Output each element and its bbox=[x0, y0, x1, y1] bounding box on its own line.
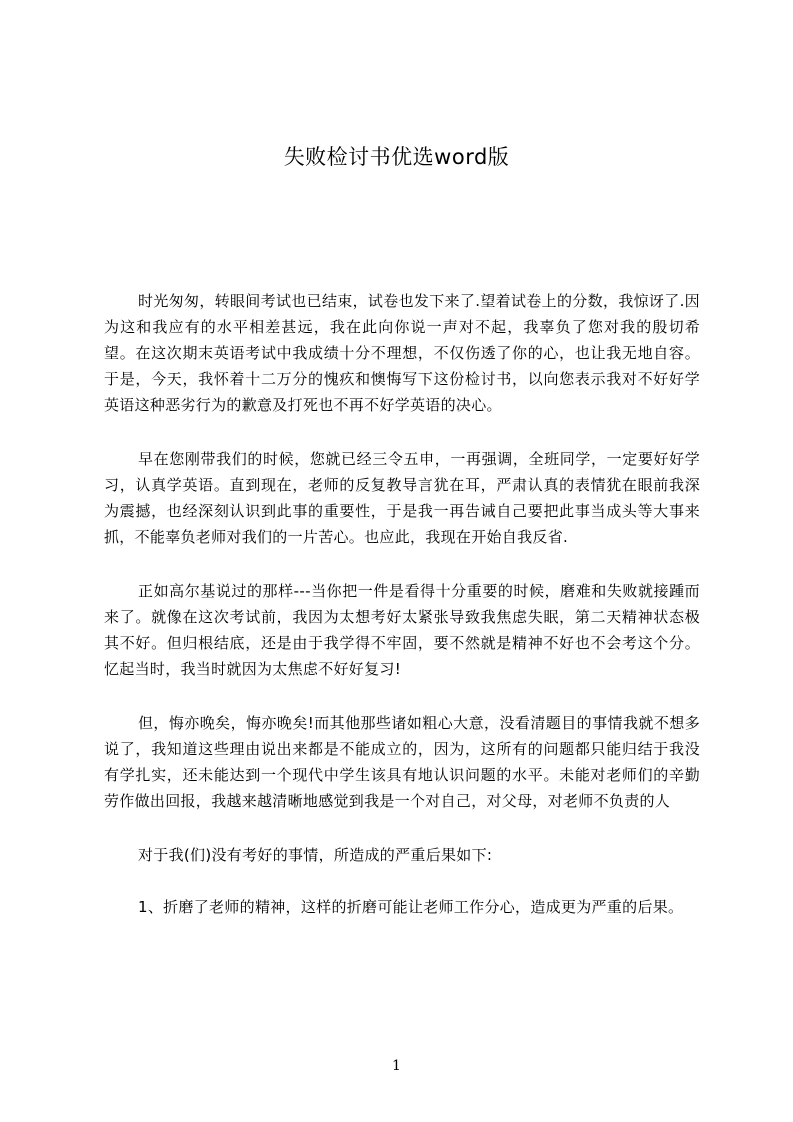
page-number: 1 bbox=[392, 1058, 401, 1074]
paragraph-4: 但，悔亦晚矣，悔亦晚矣!而其他那些诸如粗心大意，没看清题目的事情我就不想多说了，我知道这些理由说出来都是不能成立的，因为，这所有的问题都只能归结于我没有学扎实，还未能达到一个现代中学生该具有地认识问题的水平。未能对老师们的辛勤劳作做出回报，我越来越清晰地感觉到我是一个对自己，对父母，对老师不负责的人 bbox=[104, 714, 700, 810]
document-body bbox=[104, 288, 700, 946]
paragraph-consequence-1: 1、折磨了老师的精神，这样的折磨可能让老师工作分心，造成更为严重的后果。 bbox=[138, 898, 684, 916]
paragraph-consequences-intro: 对于我(们)没有考好的事情，所造成的严重后果如下: bbox=[138, 846, 493, 864]
paragraph-3: 正如高尔基说过的那样---当你把一件是看得十分重要的时候，磨难和失败就接踵而来了。就像在这次考试前，我因为太想考好太紧张导致我焦虑失眠，第二天精神状态极其不好。但归根结底，还是由于我学得不牢固，要不然就是精神不好也不会考这个分。忆起当时，我当时就因为太焦虑不好好复习! bbox=[104, 582, 700, 678]
paragraph-1: 时光匆匆，转眼间考试也已结束，试卷也发下来了.望着试卷上的分数，我惊讶了.因为这和我应有的水平相差甚远，我在此向你说一声对不起，我辜负了您对我的殷切希望。在这次期末英语考试中我成绩十分不理想，不仅伤透了你的心，也让我无地自容。于是，今天，我怀着十二万分的愧疚和懊悔写下这份检讨书，以向您表示我对不好好学英语这种恶劣行为的歉意及打死也不再不好学英语的决心。 bbox=[104, 292, 700, 414]
paragraph-2: 早在您刚带我们的时候，您就已经三令五申，一再强调，全班同学，一定要好好学习，认真学英语。直到现在，老师的反复教导言犹在耳，严肃认真的表情犹在眼前我深为震撼，也经深刻认识到此事的重要性，于是我一再告诫自己要把此事当成头等大事来抓，不能辜负老师对我们的一片苦心。也应此，我现在开始自我反省. bbox=[104, 450, 700, 546]
document-title: 失败检讨书优选word版 bbox=[283, 145, 510, 169]
